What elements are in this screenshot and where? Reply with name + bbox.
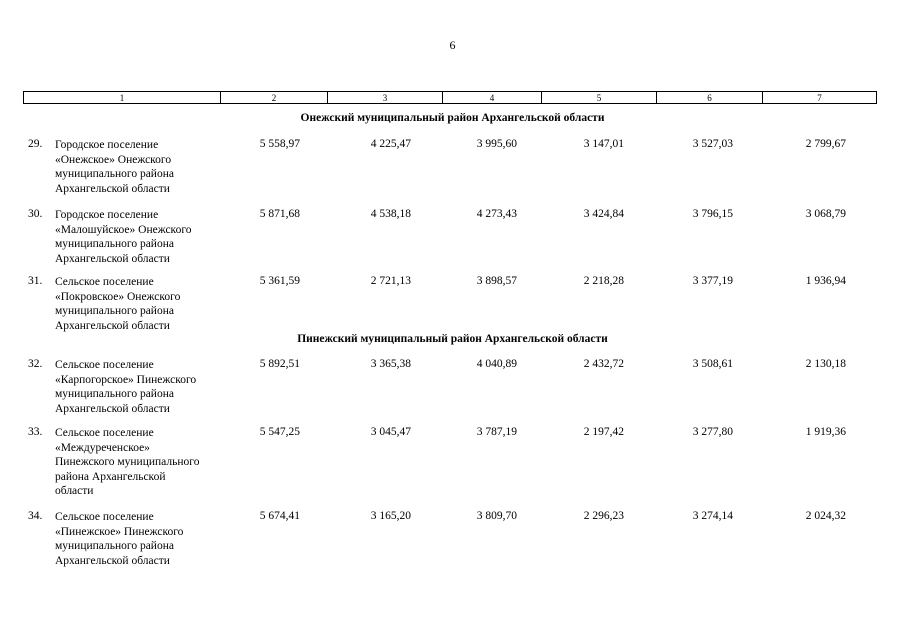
settlement-name-line: Сельское поселение — [55, 276, 154, 288]
settlement-name-line: Городское поселение — [55, 209, 159, 221]
table-header — [23, 91, 877, 104]
settlement-name — [55, 208, 225, 266]
settlement-name-line: муниципального района — [55, 540, 174, 552]
value-col-6: 3 508,61 — [692, 358, 733, 370]
settlement-name-line: муниципального района — [55, 305, 174, 317]
settlement-name — [55, 426, 225, 499]
value-col-6: 3 796,15 — [692, 208, 733, 220]
value-col-6: 3 274,14 — [692, 510, 733, 522]
settlement-name — [55, 275, 225, 333]
row-number: 32. — [28, 358, 43, 370]
header-col-6: 6 — [657, 92, 763, 103]
value-col-5: 2 218,28 — [583, 275, 624, 287]
row-number: 33. — [28, 426, 43, 438]
value-col-7: 2 799,67 — [805, 138, 846, 150]
value-col-5: 3 424,84 — [583, 208, 624, 220]
row-number: 29. — [28, 138, 43, 150]
settlement-name-line: Архангельской области — [55, 554, 170, 567]
settlement-name-line: области — [55, 485, 94, 497]
value-col-4: 4 273,43 — [476, 208, 517, 220]
settlement-name-line: Архангельской области — [55, 252, 170, 265]
settlement-name-line: Архангельской области — [55, 182, 170, 195]
settlement-name-line: Сельское поселение — [55, 427, 154, 439]
settlement-name-line: «Покровское» Онежского — [55, 290, 181, 303]
value-col-3: 4 538,18 — [370, 208, 411, 220]
header-col-3: 3 — [328, 92, 443, 103]
settlement-name — [55, 358, 225, 416]
settlement-name — [55, 510, 225, 568]
settlement-name-line: муниципального района — [55, 388, 174, 400]
settlement-name-line: Архангельской области — [55, 402, 170, 415]
settlement-name-line: Сельское поселение — [55, 511, 154, 523]
header-col-1: 1 — [24, 92, 221, 103]
value-col-4: 3 809,70 — [476, 510, 517, 522]
value-col-6: 3 527,03 — [692, 138, 733, 150]
value-col-2: 5 892,51 — [259, 358, 300, 370]
value-col-3: 4 225,47 — [370, 138, 411, 150]
value-col-4: 3 898,57 — [476, 275, 517, 287]
value-col-3: 3 165,20 — [370, 510, 411, 522]
value-col-2: 5 871,68 — [259, 208, 300, 220]
value-col-2: 5 547,25 — [259, 426, 300, 438]
settlement-name-line: Сельское поселение — [55, 359, 154, 371]
settlement-name-line: «Пинежское» Пинежского — [55, 525, 184, 538]
settlement-name-line: муниципального района — [55, 238, 174, 250]
header-col-2: 2 — [221, 92, 328, 103]
value-col-5: 2 432,72 — [583, 358, 624, 370]
value-col-7: 2 024,32 — [805, 510, 846, 522]
value-col-4: 3 787,19 — [476, 426, 517, 438]
value-col-3: 3 045,47 — [370, 426, 411, 438]
value-col-3: 3 365,38 — [370, 358, 411, 370]
value-col-2: 5 674,41 — [259, 510, 300, 522]
value-col-6: 3 377,19 — [692, 275, 733, 287]
settlement-name-line: «Малошуйское» Онежского — [55, 223, 192, 236]
section-title: Онежский муниципальный район Архангельской области — [300, 112, 605, 124]
settlement-name-line: Городское поселение — [55, 139, 159, 151]
value-col-7: 1 919,36 — [805, 426, 846, 438]
settlement-name-line: муниципального района — [55, 168, 174, 180]
value-col-7: 2 130,18 — [805, 358, 846, 370]
header-col-7: 7 — [817, 93, 822, 103]
settlement-name-line: «Междуреченское» — [55, 441, 150, 454]
value-col-2: 5 558,97 — [259, 138, 300, 150]
page-number: 6 — [449, 38, 456, 52]
value-col-3: 2 721,13 — [370, 275, 411, 287]
header-col-5: 5 — [542, 92, 657, 103]
value-col-4: 4 040,89 — [476, 358, 517, 370]
section-title: Пинежский муниципальный район Архангельской области — [297, 333, 608, 345]
row-number: 30. — [28, 208, 43, 220]
settlement-name-line: Архангельской области — [55, 319, 170, 332]
row-number: 34. — [28, 510, 43, 522]
settlement-name-line: Пинежского муниципального — [55, 456, 200, 468]
settlement-name-line: «Карпогорское» Пинежского — [55, 373, 197, 386]
row-number: 31. — [28, 275, 43, 287]
header-col-4: 4 — [443, 92, 542, 103]
settlement-name-line: района Архангельской — [55, 470, 166, 483]
value-col-7: 3 068,79 — [805, 208, 846, 220]
value-col-5: 3 147,01 — [583, 138, 624, 150]
value-col-2: 5 361,59 — [259, 275, 300, 287]
value-col-7: 1 936,94 — [805, 275, 846, 287]
value-col-4: 3 995,60 — [476, 138, 517, 150]
settlement-name-line: «Онежское» Онежского — [55, 153, 172, 166]
settlement-name — [55, 138, 225, 196]
value-col-6: 3 277,80 — [692, 426, 733, 438]
value-col-5: 2 296,23 — [583, 510, 624, 522]
value-col-5: 2 197,42 — [583, 426, 624, 438]
